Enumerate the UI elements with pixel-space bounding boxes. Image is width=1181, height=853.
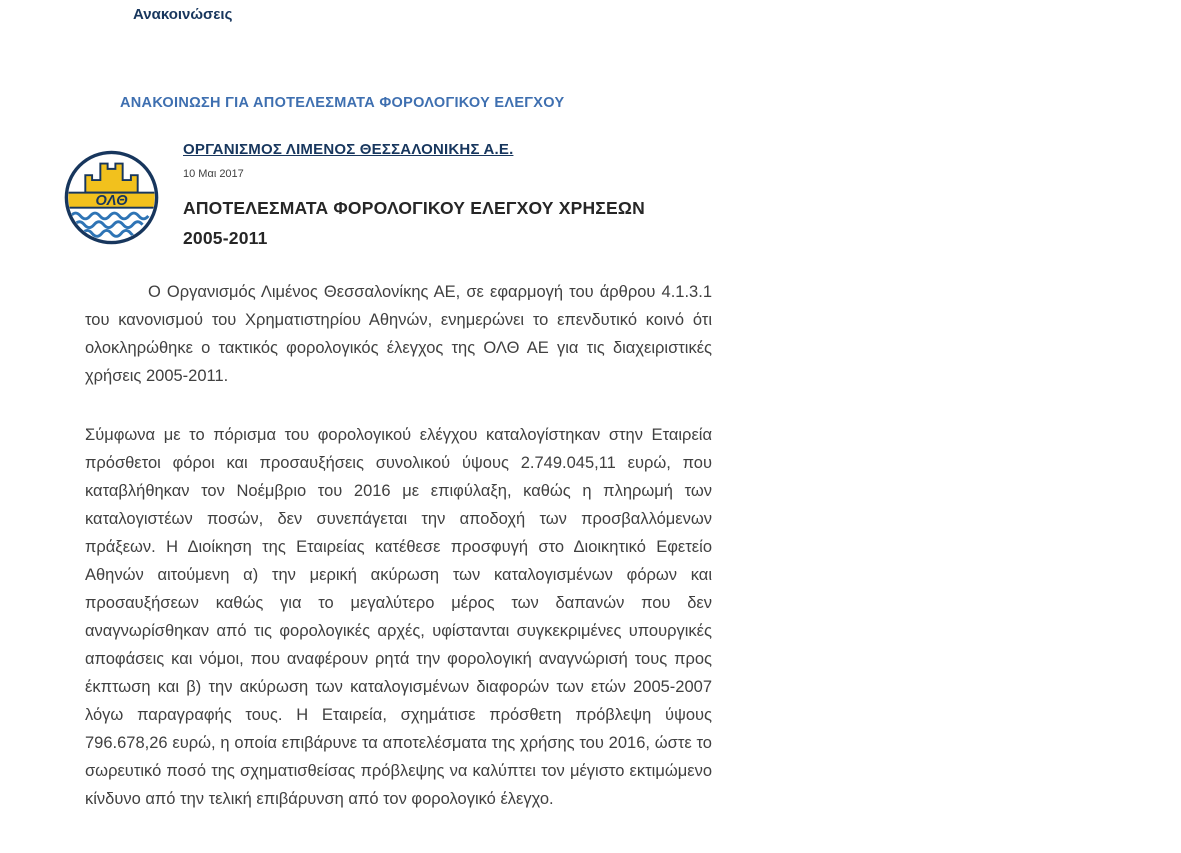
announcement-title: ΑΠΟΤΕΛΕΣΜΑΤΑ ΦΟΡΟΛΟΓΙΚΟΥ ΕΛΕΓΧΟΥ ΧΡΗΣΕΩΝ 2005-2011 — [183, 198, 645, 248]
breadcrumb — [0, 0, 1181, 24]
announcement-body — [85, 278, 712, 813]
announcement-header-text — [183, 141, 673, 253]
olth-logo-text: ΟΛΘ — [95, 192, 128, 209]
announcement-date: 10 Μαι 2017 — [183, 168, 244, 180]
paragraph: Σύμφωνα με το πόρισμα του φορολογικού ελέγχου καταλογίστηκαν στην Εταιρεία πρόσθετοι φόροι και προσαυξήσεις συνολικού ύψους 2.749.045,11 ευρώ, που καταβλήθηκαν τον Νοέμβριο του 2016 με επιφύλαξη, καθώς η πληρωμή των καταλογιστέων ποσών, δεν συνεπάγεται την αποδοχή των προσβαλλόμενων πράξεων. Η Διοίκηση της Εταιρείας κατέθεσε προσφυγή στο Διοικητικό Εφετείο Αθηνών αιτούμενη α) την μερική ακύρωση των καταλογισμένων φόρων και προσαυξήσεων καθώς για το μεγαλύτερο μέρος των δαπανών που δεν αναγνωρίσθηκαν από τις φορολογικές αρχές, υφίστανται συγκεκριμένες υπουργικές αποφάσεις και νόμοι, που αναφέρουν ρητά την φορολογική αναγνώρισή τους προς έκπτωση και β) την ακύρωση των καταλογισμένων διαφορών των ετών 2005-2007 λόγω παραγραφής τους. Η Εταιρεία, σχημάτισε πρόσθετη πρόβλεψη ύψους 796.678,26 ευρώ, η οποία επιβάρυνε τα αποτελέσματα της χρήσης του 2016, ώστε το σωρευτικό ποσό της σχηματισθείσας πρόβλεψης να καλύπτει τον μέγιστο εκτιμώμενο κίνδυνο από την τελική επιβάρυνση από τον φορολογικό έλεγχο. — [85, 426, 712, 808]
announcement-content — [0, 95, 1181, 813]
announcement-header — [63, 141, 1181, 253]
paragraph: Ο Οργανισμός Λιμένος Θεσσαλονίκης ΑΕ, σε εφαρμογή του άρθρου 4.1.3.1 του κανονισμού του Χρηματιστηρίου Αθηνών, ενημερώνει το επενδυτικό κοινό ότι ολοκληρώθηκε ο τακτικός φορολογικός έλεγχος της ΟΛΘ ΑΕ για τις διαχειριστικές χρήσεις 2005-2011. — [85, 283, 712, 385]
announcements-link[interactable]: Ανακοινώσεις — [133, 6, 233, 23]
company-name: ΟΡΓΑΝΙΣΜΟΣ ΛΙΜΕΝΟΣ ΘΕΣΣΑΛΟΝΙΚΗΣ Α.Ε. — [183, 141, 514, 158]
section-title: ΑΝΑΚΟΙΝΩΣΗ ΓΙΑ ΑΠΟΤΕΛΕΣΜΑΤΑ ΦΟΡΟΛΟΓΙΚΟΥ ΕΛΕΓΧΟΥ — [120, 95, 565, 111]
olth-logo — [63, 149, 160, 246]
